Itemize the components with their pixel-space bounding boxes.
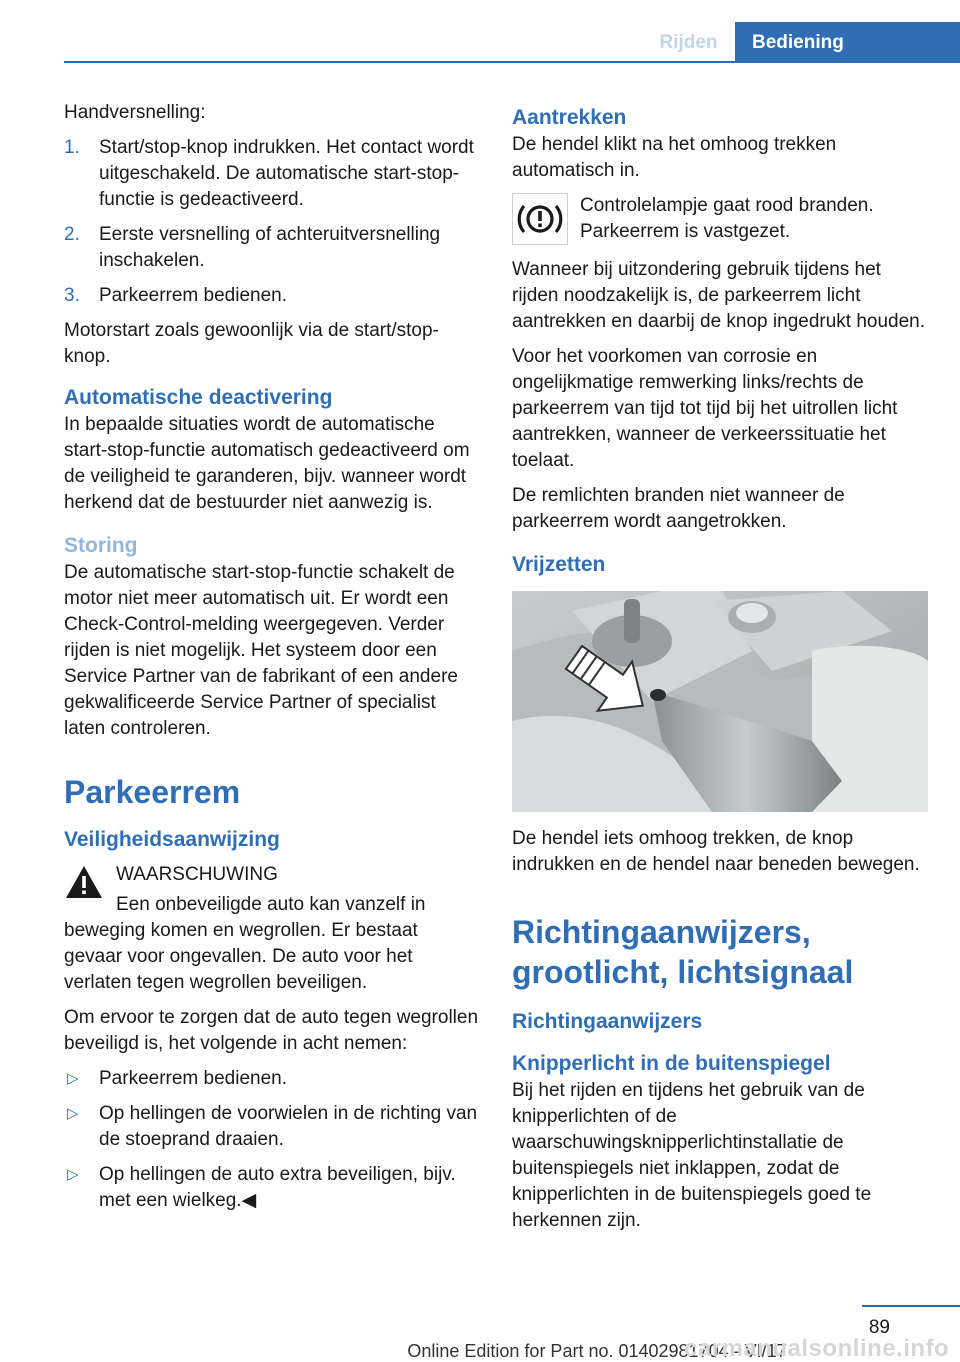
warning-notice xyxy=(64,862,480,888)
lamp-text: Controlelampje gaat rood branden. Parkeerrem is vastgezet. xyxy=(580,195,874,242)
brake-lights-text: De remlichten branden niet wanneer de parkeerrem wordt aangetrokken. xyxy=(512,485,845,532)
triangle-bullet-icon: ▷ xyxy=(67,1105,79,1122)
mirror-indicator-heading: Knipperlicht in de buitenspiegel xyxy=(512,1052,831,1075)
list-item xyxy=(64,1162,480,1214)
bullet-text: Op hellingen de auto extra beveiligen, bijv. met een wielkeg.◀ xyxy=(99,1164,456,1211)
footer-rule xyxy=(862,1305,960,1307)
exception-text: Wanneer bij uitzondering gebruik tijdens het rijden noodzakelijk is, de parkeerrem licht aantrekken en daarbij de knop ingedrukt houden. xyxy=(512,259,926,332)
triangle-bullet-icon: ▷ xyxy=(67,1166,79,1183)
list-item xyxy=(64,1066,480,1092)
parking-brake-lamp-icon xyxy=(512,193,568,245)
safety-bullets xyxy=(64,1066,480,1214)
auto-deactivation-text: In bepaalde situaties wordt de automatische start-stop-functie automatisch gedeactiveerd om de veiligheid te garanderen, bijv. wanneer wordt herkend dat de bestuurder niet aanwezig is. xyxy=(64,414,470,513)
parking-brake-heading: Parkeerrem xyxy=(64,774,241,810)
step-text: Parkeerrem bedienen. xyxy=(99,285,287,306)
step-item xyxy=(64,222,480,274)
header-rule xyxy=(64,61,960,63)
bullet-text: Parkeerrem bedienen. xyxy=(99,1068,287,1089)
triangle-bullet-icon: ▷ xyxy=(67,1070,79,1087)
step-number: 1. xyxy=(64,137,80,158)
release-text: De hendel iets omhoog trekken, de knop indrukken en de hendel naar beneden bewegen. xyxy=(512,828,920,875)
watermark: carmanualsonline.info xyxy=(684,1335,950,1362)
right-column xyxy=(512,100,930,1243)
auto-deactivation-heading: Automatische deactivering xyxy=(64,386,333,409)
indicators-subheading: Richtingaanwijzers xyxy=(512,1010,703,1033)
step-item xyxy=(64,283,480,309)
release-heading: Vrijzetten xyxy=(512,553,606,576)
warning-title: WAARSCHUWING xyxy=(116,864,278,885)
manual-gearbox-intro: Handversnelling: xyxy=(64,102,206,123)
header-section-tab: Rijden xyxy=(659,32,718,53)
step-number: 3. xyxy=(64,285,80,306)
step-number: 2. xyxy=(64,224,80,245)
page-number: 89 xyxy=(868,1317,890,1338)
apply-text: De hendel klikt na het omhoog trekken automatisch in. xyxy=(512,134,837,181)
step-text: Eerste versnelling of achteruitversnelling inschakelen. xyxy=(99,224,441,271)
apply-heading: Aantrekken xyxy=(512,106,627,129)
indicators-heading: Richtingaanwijzers, grootlicht, lichtsignaal xyxy=(512,914,854,990)
edition-note: Online Edition for Part no. 01402981704 - VI/17 xyxy=(407,1341,787,1361)
procedure-steps xyxy=(64,135,480,309)
header-chapter-tab: Bediening xyxy=(735,22,960,63)
prevent-rolling-text: Om ervoor te zorgen dat de auto tegen wegrollen beveiligd is, het volgende in acht nemen: xyxy=(64,1007,479,1054)
warning-text: Een onbeveiligde auto kan vanzelf in beweging komen en wegrollen. Er bestaat gevaar voor ongevallen. De auto voor het verlaten tegen wegrollen beveiligen. xyxy=(64,894,426,993)
handbrake-photo xyxy=(512,591,928,812)
bullet-text: Op hellingen de voorwielen in de richting van de stoeprand draaien. xyxy=(99,1103,478,1150)
storing-text: De automatische start-stop-functie schakelt de motor niet meer automatisch uit. Er wordt een Check-Control-melding weergegeven. Verder rijden is niet mogelijk. Het systeem door een Service Partner van de fabrikant of een andere gekwalificeerde Service Partner of specialist laten controleren. xyxy=(64,562,458,739)
storing-heading: Storing xyxy=(64,534,138,557)
corrosion-text: Voor het voorkomen van corrosie en ongelijkmatige remwerking links/rechts de parkeerrem van tijd tot tijd bij het uitrollen licht aantrekken, wanneer de verkeerssituatie het toelaat. xyxy=(512,346,898,471)
left-column xyxy=(64,100,480,1223)
motorstart-text: Motorstart zoals gewoonlijk via de start/stop-knop. xyxy=(64,320,439,367)
safety-notice-heading: Veiligheidsaanwijzing xyxy=(64,828,280,851)
list-item xyxy=(64,1101,480,1153)
indicator-lamp-row xyxy=(512,193,930,245)
mirror-indicator-text: Bij het rijden en tijdens het gebruik van de knipperlichten of de waarschuwingsknipperlichtinstallatie de buitenspiegels niet inklappen, zodat de knipperlichten in de buitenspiegels goed te herkennen zijn. xyxy=(512,1080,872,1231)
warning-triangle-icon xyxy=(64,864,104,900)
step-item xyxy=(64,135,480,213)
step-text: Start/stop-knop indrukken. Het contact wordt uitgeschakeld. De automatische start-stop-functie is gedeactiveerd. xyxy=(99,137,474,210)
